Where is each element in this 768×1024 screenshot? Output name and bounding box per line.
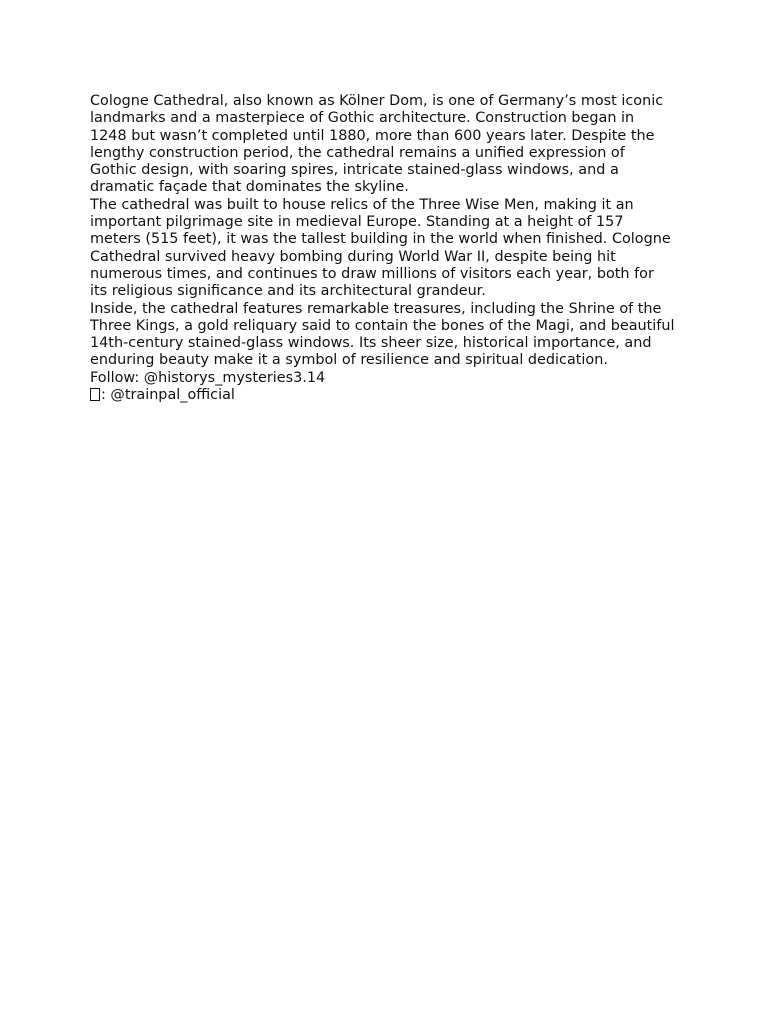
credit-line	[90, 387, 690, 404]
follow-line	[90, 370, 690, 387]
text-line: Gothic design, with soaring spires, intricate stained-glass windows, and a	[90, 162, 619, 179]
missing-glyph-icon	[90, 388, 100, 401]
credit-text: : @trainpal_official	[101, 387, 235, 404]
paragraph-interior	[90, 301, 690, 370]
text-line: The cathedral was built to house relics of the Three Wise Men, making it an	[90, 196, 634, 213]
text-line: 14th-century stained-glass windows. Its sheer size, historical importance, and	[90, 335, 652, 352]
text-line: its religious significance and its architectural grandeur.	[90, 283, 486, 300]
text-line: meters (515 feet), it was the tallest building in the world when finished. Cologne	[90, 231, 671, 248]
text-line: landmarks and a masterpiece of Gothic architecture. Construction began in	[90, 110, 635, 127]
text-line: Three Kings, a gold reliquary said to contain the bones of the Magi, and beautiful	[90, 317, 675, 334]
text-line: dramatic façade that dominates the skyline.	[90, 179, 409, 196]
credit-row	[90, 387, 690, 404]
text-line: important pilgrimage site in medieval Europe. Standing at a height of 157	[90, 214, 624, 231]
text-line: enduring beauty make it a symbol of resilience and spiritual dedication.	[90, 352, 608, 369]
text-line: numerous times, and continues to draw millions of visitors each year, both for	[90, 265, 654, 282]
text-line: 1248 but wasn’t completed until 1880, more than 600 years later. Despite the	[90, 127, 655, 144]
document-body	[90, 93, 690, 404]
follow-text: Follow: @historys_mysteries3.14	[90, 369, 326, 386]
text-line: lengthy construction period, the cathedral remains a unified expression of	[90, 144, 625, 161]
text-line: Inside, the cathedral features remarkable treasures, including the Shrine of the	[90, 300, 662, 317]
paragraph-intro	[90, 93, 690, 197]
paragraph-history	[90, 197, 690, 301]
text-line: Cologne Cathedral, also known as Kölner Dom, is one of Germany’s most iconic	[90, 93, 664, 109]
text-line: Cathedral survived heavy bombing during World War II, despite being hit	[90, 248, 616, 265]
